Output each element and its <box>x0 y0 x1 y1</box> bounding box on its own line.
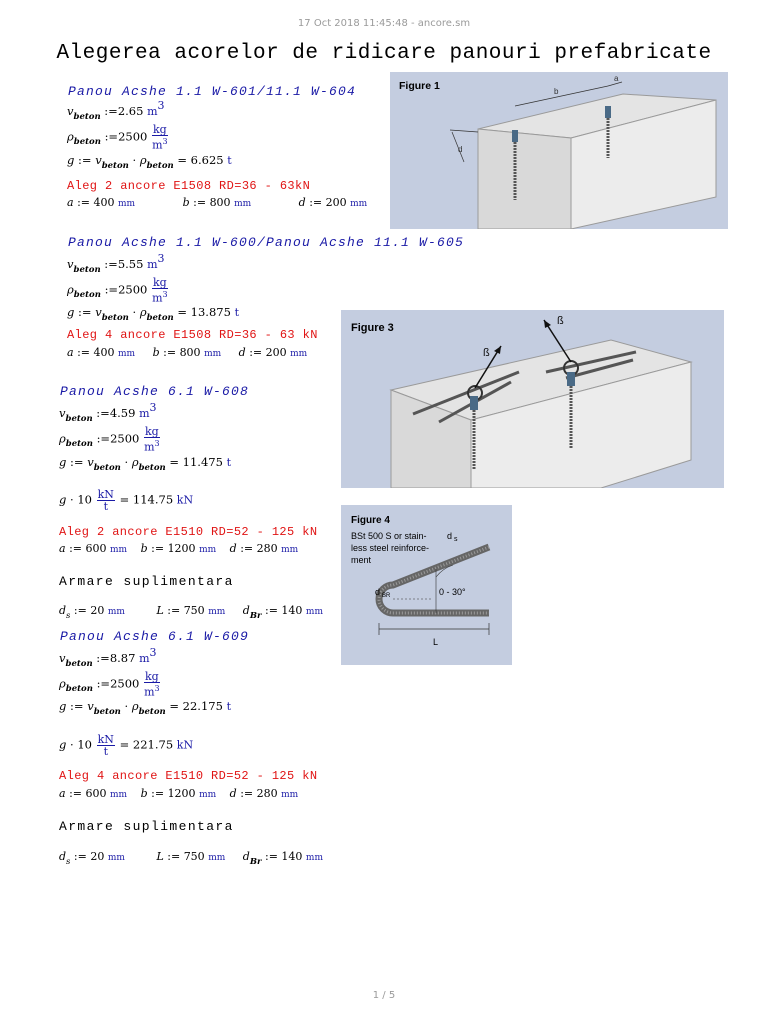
figure-4-ds-sub: s <box>454 536 458 543</box>
figure-4 <box>341 505 512 665</box>
anchor-choice-2: Aleg 4 ancore E1508 RD=36 - 63 kN <box>67 328 318 342</box>
eq-density-1: $\rho_{beton}$ :=2500 $\frac{kg}{m^3}$ <box>67 123 168 152</box>
figure-4-text-3: ment <box>351 555 372 565</box>
armare-dims-4: $d_s$ := 20 mm L := 750 mm $d_{Br}$ := 140 mm <box>59 850 323 867</box>
section-heading-3: Panou Acshe 6.1 W-608 <box>60 384 250 399</box>
eq-volume-1: $v_{beton}$ :=2.65 m3 <box>67 99 165 122</box>
figure-4-text-1: BSt 500 S or stain- <box>351 531 427 541</box>
figure-1-b: b <box>554 87 559 96</box>
eq-weight-3: g := $v_{beton} \cdot \rho_{beton} = 11.475$ t <box>59 455 231 473</box>
eq-volume-2: $v_{beton}$ :=5.55 m3 <box>67 252 165 275</box>
figure-3-beta-right: ß <box>557 315 564 327</box>
figure-4-L: L <box>433 637 439 647</box>
section-heading-4: Panou Acshe 6.1 W-609 <box>60 629 250 644</box>
figure-4-dbr-sub: BR <box>382 593 391 599</box>
print-header: 17 Oct 2018 11:45:48 - ancore.sm <box>297 18 471 29</box>
anchor-choice-1: Aleg 2 ancore E1508 RD=36 - 63kN <box>67 179 311 193</box>
eq-density-2: $\rho_{beton}$ :=2500 $\frac{kg}{m^3}$ <box>67 276 168 305</box>
figure-4-drawing <box>341 505 512 665</box>
eq-force-3: g · 10 $\frac{kN}{t}$ = 114.75 kN <box>59 488 194 513</box>
eq-density-3: $\rho_{beton}$ :=2500 $\frac{kg}{m^3}$ <box>59 425 160 454</box>
figure-1 <box>390 72 728 229</box>
dims-2: a := 400 mm b := 800 mm d := 200 mm <box>67 346 308 359</box>
figure-4-ds: d <box>447 531 453 541</box>
figure-3-label: Figure 3 <box>351 322 394 334</box>
figure-4-text-2: less steel reinforce- <box>351 543 430 553</box>
figure-3-drawing <box>341 310 724 488</box>
armare-heading-3: Armare suplimentara <box>59 574 234 589</box>
figure-1-d: d <box>458 145 463 154</box>
section-heading-2: Panou Acshe 1.1 W-600/Panou Acshe 11.1 W-605 <box>68 235 465 250</box>
anchor-choice-3: Aleg 2 ancore E1510 RD=52 - 125 kN <box>59 525 318 539</box>
dims-4: a := 600 mm b := 1200 mm d := 280 mm <box>59 787 299 800</box>
dims-3: a := 600 mm b := 1200 mm d := 280 mm <box>59 542 299 555</box>
dims-1: a := 400 mm b := 800 mm d := 200 mm <box>67 196 368 209</box>
eq-volume-3: $v_{beton}$ :=4.59 m3 <box>59 401 157 424</box>
anchor-choice-4: Aleg 4 ancore E1510 RD=52 - 125 kN <box>59 769 318 783</box>
page-title: Alegerea acorelor de ridicare panouri prefabricate <box>56 42 712 65</box>
eq-volume-4: $v_{beton}$ :=8.87 m3 <box>59 646 157 669</box>
eq-weight-1: g := $v_{beton} \cdot \rho_{beton} = 6.625$ t <box>67 153 232 171</box>
page-number: 1 / 5 <box>372 990 396 1001</box>
figure-1-drawing <box>390 72 728 229</box>
eq-density-4: $\rho_{beton}$ :=2500 $\frac{kg}{m^3}$ <box>59 670 160 699</box>
figure-1-label: Figure 1 <box>399 80 440 92</box>
eq-weight-4: g := $v_{beton} \cdot \rho_{beton} = 22.175$ t <box>59 699 231 717</box>
figure-1-a: a <box>614 74 619 83</box>
eq-weight-2: g := $v_{beton} \cdot \rho_{beton} = 13.875$ t <box>67 305 239 323</box>
figure-3 <box>341 310 724 488</box>
figure-4-angle: 0 - 30° <box>439 587 466 597</box>
section-heading-1: Panou Acshe 1.1 W-601/11.1 W-604 <box>68 84 357 99</box>
armare-heading-4: Armare suplimentara <box>59 819 234 834</box>
eq-force-4: g · 10 $\frac{kN}{t}$ = 221.75 kN <box>59 733 194 758</box>
figure-4-label: Figure 4 <box>351 515 390 526</box>
figure-4-dbr: d <box>375 587 381 597</box>
armare-dims-3: $d_s$ := 20 mm L := 750 mm $d_{Br}$ := 140 mm <box>59 604 323 621</box>
figure-3-beta-left: ß <box>483 347 490 359</box>
